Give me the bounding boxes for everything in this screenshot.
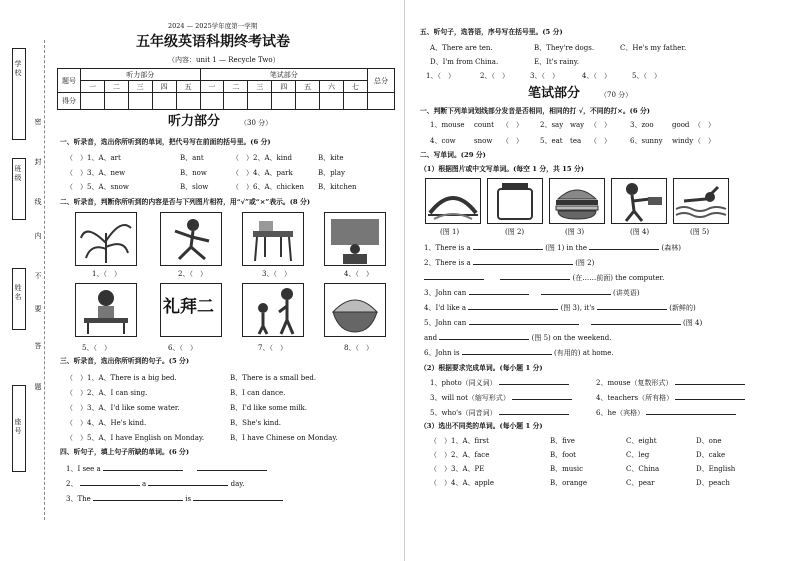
family-image bbox=[243, 284, 303, 336]
seal-char: 要 bbox=[34, 305, 42, 313]
s3-item-a: （ ）5、A、I have English on Monday. bbox=[66, 434, 205, 442]
w1-word: 2、say bbox=[540, 121, 564, 129]
s3-item-a: （ ）3、A、I'd like some water. bbox=[66, 404, 180, 412]
score-cell[interactable] bbox=[152, 93, 176, 110]
cooking-image bbox=[612, 179, 666, 223]
section-2-title: 二、听录音，判断你所听到的内容是否与下列图片相符，用“√”或“×”表示。(8 分) bbox=[60, 198, 311, 206]
s1-item: （ ）4、A、park bbox=[232, 169, 293, 177]
plant-image bbox=[76, 213, 136, 265]
exam-content: （内容：unit 1 — Recycle Two） bbox=[168, 56, 280, 64]
w1-answer[interactable]: （ ） bbox=[502, 121, 523, 129]
s2-label: 7、（ ） bbox=[258, 344, 287, 352]
w1-word: snow bbox=[474, 137, 493, 145]
w2-text: (图 5) on the weekend. bbox=[531, 334, 612, 342]
total-header: 总分 bbox=[368, 69, 395, 93]
seal-char: 题 bbox=[34, 383, 42, 391]
seal-char: 封 bbox=[34, 158, 42, 166]
class-label: 班级 bbox=[14, 165, 22, 182]
picture-cooking bbox=[611, 178, 667, 224]
picture-girl-reading bbox=[75, 283, 137, 337]
req-text: 6、he（宾格） bbox=[596, 409, 645, 417]
s2-label: 3、（ ） bbox=[262, 270, 291, 278]
w2-sub1: （1）根据图片或中文写单词。(每空 1 分，共 15 分) bbox=[420, 165, 584, 173]
answer-blank[interactable] bbox=[462, 354, 552, 355]
rice-bowl-image bbox=[325, 284, 385, 336]
w2-text: and bbox=[424, 334, 438, 342]
school-year: 2024 — 2025学年度第一学期 bbox=[168, 22, 258, 30]
w1-word: good bbox=[672, 121, 690, 129]
w2-line-3 bbox=[424, 289, 640, 298]
odd-item: （ ）3、A、PE bbox=[430, 465, 485, 473]
req-item bbox=[596, 409, 736, 418]
s4-text: day. bbox=[230, 480, 245, 488]
w2-sub2: （2）根据要求完成单词。(每小题 1 分) bbox=[420, 364, 543, 372]
picture-desk bbox=[242, 212, 304, 266]
page-divider bbox=[404, 0, 405, 561]
answer-blank[interactable] bbox=[469, 324, 579, 325]
req-text: 2、mouse（复数形式） bbox=[596, 379, 673, 387]
w2-line-4 bbox=[424, 304, 696, 313]
score-cell[interactable] bbox=[296, 93, 320, 110]
listening-title: 听力部分 bbox=[168, 114, 221, 129]
answer-blank[interactable] bbox=[473, 249, 543, 250]
s5-blank[interactable]: 4、（ ） bbox=[582, 72, 611, 80]
s4-text: a bbox=[141, 480, 147, 488]
s4-text: 3、The bbox=[66, 495, 91, 503]
w2-line-6 bbox=[424, 349, 614, 358]
req-text: 1、photo（同义词） bbox=[430, 379, 497, 387]
s3-item-b: B、I can dance. bbox=[230, 389, 286, 397]
answer-blank[interactable] bbox=[468, 309, 558, 310]
picture-family bbox=[242, 283, 304, 337]
picture-bottle bbox=[487, 178, 543, 224]
score-cell[interactable] bbox=[320, 93, 344, 110]
w1-title: 一、判断下列单词划线部分发音是否相同，相同的打 √，不同的打×。(6 分) bbox=[420, 107, 650, 115]
score-cell[interactable] bbox=[343, 93, 367, 110]
s1-item: B、slow bbox=[180, 183, 209, 191]
w2-text: (图 2) bbox=[575, 259, 595, 267]
s3-item-b: B、She's kind. bbox=[230, 419, 282, 427]
odd-item: C、China bbox=[626, 465, 660, 473]
kungfu-image bbox=[161, 213, 221, 265]
section-4-title: 四、听句子，填上句子所缺的单词。(6 分) bbox=[60, 448, 190, 456]
s1-item: （ ）3、A、new bbox=[66, 169, 126, 177]
req-item bbox=[430, 409, 569, 418]
w1-word: 6、sunny bbox=[630, 137, 663, 145]
seal-char: 线 bbox=[34, 198, 42, 206]
bottle-image bbox=[488, 179, 542, 223]
w2-text: (图 3), it's bbox=[560, 304, 595, 312]
s1-item: B、ant bbox=[180, 154, 204, 162]
col-label: 五 bbox=[296, 81, 320, 93]
s2-label: 1、（ ） bbox=[92, 270, 121, 278]
s1-item: （ ）1、A、art bbox=[66, 154, 121, 162]
w1-word: 3、zoo bbox=[630, 121, 654, 129]
swimming-image bbox=[674, 179, 728, 223]
s4-text: is bbox=[185, 495, 192, 503]
desk-image bbox=[243, 213, 303, 265]
odd-item: B、foot bbox=[550, 451, 576, 459]
w1-word: way bbox=[570, 121, 585, 129]
w2-text: 1、There is a bbox=[424, 244, 471, 252]
w1-answer[interactable]: （ ） bbox=[694, 137, 715, 145]
answer-blank[interactable] bbox=[589, 249, 659, 250]
s5-option: D、I'm from China. bbox=[430, 58, 499, 66]
w2-text: (森林) bbox=[661, 244, 681, 252]
req-text: 4、teachers（所有格） bbox=[596, 394, 674, 402]
pic-label: (图 5) bbox=[690, 228, 710, 236]
s4-line-3 bbox=[66, 495, 283, 504]
w2-text: 3、John can bbox=[424, 289, 467, 297]
score-cell[interactable] bbox=[248, 93, 272, 110]
picture-swimming bbox=[673, 178, 729, 224]
col-label: 一 bbox=[81, 81, 105, 93]
w2-title: 二、写单词。(29 分) bbox=[420, 151, 486, 159]
w1-word: 1、mouse bbox=[430, 121, 465, 129]
w2-line-5b bbox=[424, 334, 612, 343]
w1-row-1 bbox=[430, 121, 790, 131]
w2-text: 5、John can bbox=[424, 319, 467, 327]
s1-item: （ ）6、A、chicken bbox=[232, 183, 304, 191]
odd-item: C、eight bbox=[626, 437, 657, 445]
section-1-title: 一、听录音，选出你所听到的单词，把代号写在前面的括号里。(6 分) bbox=[60, 138, 271, 146]
odd-item: D、peach bbox=[696, 479, 730, 487]
s1-item: （ ）5、A、snow bbox=[66, 183, 129, 191]
answer-blank[interactable] bbox=[473, 264, 573, 265]
answer-blank[interactable] bbox=[646, 414, 736, 415]
w2-text: (图 4) bbox=[683, 319, 703, 327]
w1-answer[interactable]: （ ） bbox=[502, 137, 523, 145]
s1-item: B、play bbox=[318, 169, 345, 177]
s3-item-b: B、I have Chinese on Monday. bbox=[230, 434, 338, 442]
answer-blank[interactable] bbox=[197, 470, 267, 471]
odd-item: （ ）2、A、face bbox=[430, 451, 490, 459]
score-row-label: 得分 bbox=[58, 93, 81, 110]
s3-item-b: B、There is a small bed. bbox=[230, 374, 317, 382]
w2-line-5 bbox=[424, 319, 702, 328]
w2-text: (新鲜的) bbox=[669, 304, 696, 312]
score-cell[interactable] bbox=[368, 93, 395, 110]
fold-line bbox=[44, 40, 45, 520]
picture-hamburger bbox=[549, 178, 605, 224]
score-cell[interactable] bbox=[200, 93, 224, 110]
col-label: 二 bbox=[104, 81, 128, 93]
pic-label: (图 2) bbox=[505, 228, 525, 236]
school-label: 学校 bbox=[14, 60, 22, 77]
answer-blank[interactable] bbox=[103, 470, 183, 471]
listening-points: （30 分） bbox=[240, 119, 273, 127]
odd-item: B、music bbox=[550, 465, 584, 473]
s1-item: B、kitchen bbox=[318, 183, 357, 191]
w2-text: (图 1) in the bbox=[545, 244, 587, 252]
w1-word: count bbox=[474, 121, 494, 129]
w1-word: tea bbox=[570, 137, 582, 145]
w1-answer[interactable]: （ ） bbox=[694, 121, 715, 129]
tuesday-chars: 礼拜二 bbox=[163, 297, 214, 317]
odd-item: B、orange bbox=[550, 479, 588, 487]
picture-kungfu bbox=[160, 212, 222, 266]
w2-sub3: （3）选出不同类的单词。(每小题 1 分) bbox=[420, 422, 543, 430]
odd-item: （ ）1、A、first bbox=[430, 437, 489, 445]
picture-bridge bbox=[425, 178, 481, 224]
hamburger-image bbox=[550, 179, 604, 223]
col-label: 四 bbox=[272, 81, 296, 93]
req-text: 5、who's（同音词） bbox=[430, 409, 497, 417]
s3-item-b: B、I'd like some milk. bbox=[230, 404, 308, 412]
score-cell[interactable] bbox=[176, 93, 200, 110]
s2-label: 8、（ ） bbox=[344, 344, 373, 352]
answer-blank[interactable] bbox=[469, 294, 529, 295]
answer-blank[interactable] bbox=[439, 339, 529, 340]
s5-option: A、There are ten. bbox=[430, 44, 493, 52]
pic-label: (图 3) bbox=[565, 228, 585, 236]
w2-line-2 bbox=[424, 259, 594, 268]
s1-item: （ ）2、A、kind bbox=[232, 154, 292, 162]
pic-label: (图 4) bbox=[630, 228, 650, 236]
picture-plant bbox=[75, 212, 137, 266]
answer-blank[interactable] bbox=[675, 384, 745, 385]
w1-word: 5、eat bbox=[540, 137, 563, 145]
w2-text: 4、I'd like a bbox=[424, 304, 467, 312]
section-5-title: 五、听句子，选答语，序号写在括号里。(5 分) bbox=[420, 28, 563, 36]
score-cell[interactable] bbox=[104, 93, 128, 110]
answer-blank[interactable] bbox=[591, 324, 681, 325]
s2-label: 4、（ ） bbox=[344, 270, 373, 278]
w1-answer[interactable]: （ ） bbox=[590, 121, 611, 129]
s5-option: B、They're dogs. bbox=[534, 44, 595, 52]
odd-item: B、five bbox=[550, 437, 575, 445]
col-label: 一 bbox=[200, 81, 224, 93]
answer-blank[interactable] bbox=[512, 399, 572, 400]
col-label: 四 bbox=[152, 81, 176, 93]
col-label: 七 bbox=[343, 81, 367, 93]
answer-blank[interactable] bbox=[148, 485, 228, 486]
req-item bbox=[596, 379, 745, 388]
answer-blank[interactable] bbox=[675, 399, 745, 400]
w1-row-2 bbox=[430, 137, 790, 147]
girl-reading-image bbox=[76, 284, 136, 336]
req-item bbox=[596, 394, 745, 403]
w2-text: 2、There is a bbox=[424, 259, 471, 267]
answer-blank[interactable] bbox=[80, 485, 140, 486]
answer-blank[interactable] bbox=[424, 279, 484, 280]
odd-item: （ ）4、A、apple bbox=[430, 479, 495, 487]
s5-blank[interactable]: 1、（ ） bbox=[426, 72, 455, 80]
score-table bbox=[57, 68, 395, 110]
req-text: 3、will not（缩写形式） bbox=[430, 394, 510, 402]
answer-blank[interactable] bbox=[93, 500, 183, 501]
binding-strip bbox=[0, 0, 48, 561]
w2-line-1 bbox=[424, 244, 681, 253]
bridge-image bbox=[426, 179, 480, 223]
s3-item-a: （ ）1、A、There is a big bed. bbox=[66, 374, 177, 382]
score-cell[interactable] bbox=[128, 93, 152, 110]
listening-header: 听力部分 bbox=[81, 69, 201, 81]
seat-label: 座号 bbox=[14, 418, 22, 435]
col-label: 六 bbox=[320, 81, 344, 93]
written-title: 笔试部分 bbox=[528, 86, 581, 101]
odd-item: C、leg bbox=[626, 451, 650, 459]
answer-blank[interactable] bbox=[499, 384, 569, 385]
odd-item: D、cake bbox=[696, 451, 726, 459]
s1-item: B、now bbox=[180, 169, 207, 177]
col-label: 三 bbox=[128, 81, 152, 93]
s5-blank[interactable]: 2、（ ） bbox=[480, 72, 509, 80]
col-label: 三 bbox=[248, 81, 272, 93]
score-cell[interactable] bbox=[224, 93, 248, 110]
w2-text: (讲英语) bbox=[613, 289, 640, 297]
w1-word: 4、cow bbox=[430, 137, 456, 145]
seal-char: 答 bbox=[34, 342, 42, 350]
w2-line-2b bbox=[424, 274, 664, 283]
written-header: 笔试部分 bbox=[200, 69, 367, 81]
name-label: 姓名 bbox=[14, 284, 22, 301]
col-label: 五 bbox=[176, 81, 200, 93]
s5-option: C、He's my father. bbox=[620, 44, 687, 52]
s1-item: B、kite bbox=[318, 154, 344, 162]
picture-rice bbox=[324, 283, 386, 337]
req-item bbox=[430, 379, 569, 388]
classroom-image bbox=[325, 213, 385, 265]
exam-title: 五年级英语科期终考试卷 bbox=[136, 34, 290, 50]
odd-item: D、English bbox=[696, 465, 736, 473]
col-label: 二 bbox=[224, 81, 248, 93]
picture-tuesday bbox=[160, 283, 222, 337]
seal-char: 内 bbox=[34, 232, 42, 240]
s5-blank[interactable]: 3、（ ） bbox=[530, 72, 559, 80]
s4-text: 2、 bbox=[66, 480, 78, 488]
seal-char: 不 bbox=[34, 272, 42, 280]
w1-answer[interactable]: （ ） bbox=[590, 137, 611, 145]
s5-option: E、It's rainy. bbox=[534, 58, 579, 66]
score-table-header: 题号 bbox=[58, 69, 81, 93]
score-cell[interactable] bbox=[81, 93, 105, 110]
w2-text: (在……前面) the computer. bbox=[572, 274, 665, 282]
s2-label: 2、（ ） bbox=[178, 270, 207, 278]
s3-item-a: （ ）4、A、He's kind. bbox=[66, 419, 147, 427]
s4-text: 1、I see a bbox=[66, 465, 101, 473]
req-item bbox=[430, 394, 572, 403]
s4-line-1 bbox=[66, 465, 267, 474]
w2-text: (有用的) at home. bbox=[554, 349, 614, 357]
seal-char: 密 bbox=[34, 118, 42, 126]
section-3-title: 三、听录音，选出你所听到的句子。(5 分) bbox=[60, 357, 190, 365]
s2-label: 6、（ ） bbox=[168, 344, 197, 352]
pic-label: (图 1) bbox=[440, 228, 460, 236]
answer-blank[interactable] bbox=[597, 309, 667, 310]
picture-classroom bbox=[324, 212, 386, 266]
odd-item: D、one bbox=[696, 437, 722, 445]
answer-blank[interactable] bbox=[193, 500, 283, 501]
s5-blank[interactable]: 5、（ ） bbox=[632, 72, 661, 80]
answer-blank[interactable] bbox=[500, 279, 570, 280]
s4-line-2 bbox=[66, 480, 245, 489]
odd-item: C、pear bbox=[626, 479, 655, 487]
w2-text: 6、John is bbox=[424, 349, 460, 357]
score-cell[interactable] bbox=[272, 93, 296, 110]
answer-blank[interactable] bbox=[499, 414, 569, 415]
s2-label: 5、（ ） bbox=[82, 344, 111, 352]
w1-word: windy bbox=[672, 137, 694, 145]
written-points: （70 分） bbox=[600, 91, 633, 99]
s3-item-a: （ ）2、A、I can sing. bbox=[66, 389, 148, 397]
answer-blank[interactable] bbox=[541, 294, 611, 295]
